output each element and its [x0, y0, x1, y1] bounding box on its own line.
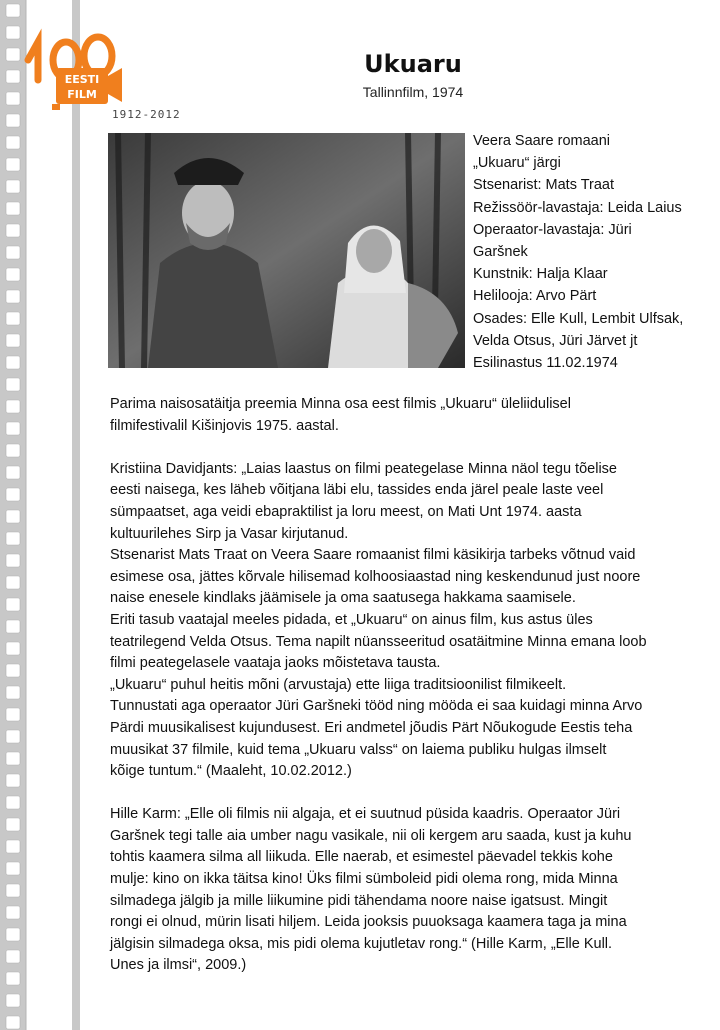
karm-line: mulje: kino on ikka täitsa kino! Üks filmi sümboleid pidi olema rong, mida Minna — [110, 871, 618, 888]
davidjants-line: sümpaatset, aga veidi ebapraktilist ja loru meest, on Mati Unt 1974. aasta — [110, 503, 582, 520]
sprocket-hole — [6, 268, 20, 281]
award-line: Parima naisosatäitja preemia Minna osa eest filmis „Ukuaru“ üleliidulisel — [110, 396, 571, 412]
page-subtitle: Tallinnfilm, 1974 — [362, 84, 464, 100]
eesti-film-100-logo — [14, 20, 134, 110]
credit-line: Velda Otsus, Jüri Järvet jt — [473, 332, 638, 349]
karm-line: tohtis kaamera silma all liikuda. Elle naerab, et esimestel päevadel tekkis kohe — [110, 849, 613, 866]
sprocket-hole — [6, 598, 20, 611]
sprocket-hole — [6, 686, 20, 699]
sprocket-hole — [6, 136, 20, 149]
sprocket-hole — [6, 488, 20, 501]
sprocket-hole — [6, 422, 20, 435]
sprocket-hole — [6, 378, 20, 391]
page-title: Ukuaru — [364, 50, 462, 78]
sprocket-hole — [6, 840, 20, 853]
credit-line: Kunstnik: Halja Klaar — [473, 266, 608, 283]
credit-line: Osades: Elle Kull, Lembit Ulfsak, — [473, 310, 684, 327]
credit-line: Garšnek — [473, 244, 528, 261]
davidjants-line: Tunnustati aga operaator Jüri Garšneki tööd ning mööda ei saa kuidagi minna Arvo — [110, 698, 643, 715]
sprocket-hole — [6, 224, 20, 237]
credit-line: Stsenarist: Mats Traat — [473, 177, 615, 194]
davidjants-line: kultuurilehes Sirp ja Vasar kirjutanud. — [110, 525, 349, 542]
sprocket-hole — [6, 642, 20, 655]
credits-block — [473, 130, 713, 374]
karm-line: Garšnek tegi talle aia umber nagu vasikale, nii oli kergem aru saada, kust ja kuhu — [110, 827, 632, 844]
karm-line: rongi ei olnud, mürin lisati hiljem. Leida jooksis puuoksaga kaamera taga ja mina — [110, 914, 627, 931]
davidjants-line: eesti naisega, kes läheb võitjana läbi elu, tassides enda järel peale laste veel — [110, 482, 604, 499]
sprocket-hole — [6, 312, 20, 325]
sprocket-hole — [6, 994, 20, 1007]
sprocket-hole — [6, 818, 20, 831]
sprocket-hole — [6, 466, 20, 479]
sprocket-hole — [6, 884, 20, 897]
sprocket-hole — [6, 246, 20, 259]
award-line: filmifestivalil Kišinjovis 1975. aastal. — [110, 417, 339, 434]
davidjants-line: Pärdi muusikalisest kujundusest. Eri andmetel jõudis Pärt Nõukogude Eestis teha — [110, 719, 633, 736]
sprocket-hole — [6, 334, 20, 347]
sprocket-hole — [6, 972, 20, 985]
davidjants-line: „Ukuaru“ puhul heitis mõni (arvustaja) ette liiga traditsioonilist filmikeelt. — [110, 676, 567, 693]
credit-line: Režissöör-lavastaja: Leida Laius — [473, 199, 682, 216]
sprocket-hole — [6, 290, 20, 303]
sprocket-hole — [6, 752, 20, 765]
karm-line: Unes ja ilmsi“, 2009.) — [110, 957, 247, 974]
karm-line: Hille Karm: „Elle oli filmis nii algaja, et ei suutnud püsida kaadris. Operaator Jüri — [110, 806, 621, 823]
davidjants-line: Eriti tasub vaatajal meeles pidada, et „Ukuaru“ on ainus film, kus astus üles — [110, 611, 593, 628]
article-body — [110, 394, 715, 977]
sprocket-hole — [6, 708, 20, 721]
sprocket-hole — [6, 664, 20, 677]
sprocket-hole — [6, 730, 20, 743]
sprocket-hole — [6, 4, 20, 17]
sprocket-hole — [6, 356, 20, 369]
davidjants-line: kõige tuntum.“ (Maaleht, 10.02.2012.) — [110, 763, 352, 780]
logo-number: 100 — [14, 20, 16, 21]
davidjants-line: naise enesele kindlaks jäämisele ja oma saatusega hakkama saamisele. — [110, 590, 576, 607]
sprocket-hole — [6, 1016, 20, 1029]
sprocket-hole — [6, 620, 20, 633]
karm-line: silmadega jälgib ja mille liikumine pidi tähendama noore naise igatsust. Mingit — [110, 892, 608, 909]
davidjants-line: filmi peategelasele vaataja jaoks mõistetava tausta. — [110, 655, 441, 672]
sprocket-hole — [6, 180, 20, 193]
sprocket-hole — [6, 114, 20, 127]
davidjants-line: teatrilegend Velda Otsus. Tema napilt nüansseeritud osatäitmine Minna emana loob — [110, 633, 647, 650]
sprocket-hole — [6, 158, 20, 171]
logo-line2: FILM — [67, 88, 97, 101]
sprocket-hole — [6, 400, 20, 413]
davidjants-line: esimese osa, jättes kõrvale hilisemad kolhoosiaastad ning keskendunud just noore — [110, 568, 641, 585]
credit-line: Operaator-lavastaja: Jüri — [473, 221, 632, 238]
sprocket-hole — [6, 796, 20, 809]
sprocket-hole — [6, 576, 20, 589]
credit-line: Veera Saare romaani — [473, 133, 611, 149]
filmstrip-border — [0, 0, 82, 1030]
karm-line: jälgisin silmadega oksa, mis pidi olema kujutletav rong.“ (Hille Karm, „Elle Kull. — [110, 935, 613, 952]
logo-years: 1912-2012 — [112, 108, 181, 121]
sprocket-hole — [6, 532, 20, 545]
sprocket-hole — [6, 202, 20, 215]
sprocket-hole — [6, 774, 20, 787]
sprocket-hole — [6, 510, 20, 523]
sprocket-hole — [6, 444, 20, 457]
credit-line: „Ukuaru“ järgi — [473, 155, 561, 172]
sprocket-hole — [6, 862, 20, 875]
davidjants-line: Stsenarist Mats Traat on Veera Saare romaanist filmi käsikirja tarbeks võtnud vaid — [110, 547, 636, 564]
credit-line: Helilooja: Arvo Pärt — [473, 288, 597, 305]
sprocket-hole — [6, 928, 20, 941]
davidjants-line: muusikat 37 filmile, kuid tema „Ukuaru valss“ on laiema publiku hulgas ilmselt — [110, 741, 607, 758]
sprocket-hole — [6, 906, 20, 919]
davidjants-line: Kristiina Davidjants: „Laias laastus on filmi peategelase Minna näol tegu tõelise — [110, 460, 617, 477]
sprocket-hole — [6, 554, 20, 567]
logo-line1: EESTI — [64, 73, 100, 86]
film-still-photo — [108, 133, 465, 368]
credit-line: Esilinastus 11.02.1974 — [473, 355, 618, 372]
sprocket-hole — [6, 950, 20, 963]
